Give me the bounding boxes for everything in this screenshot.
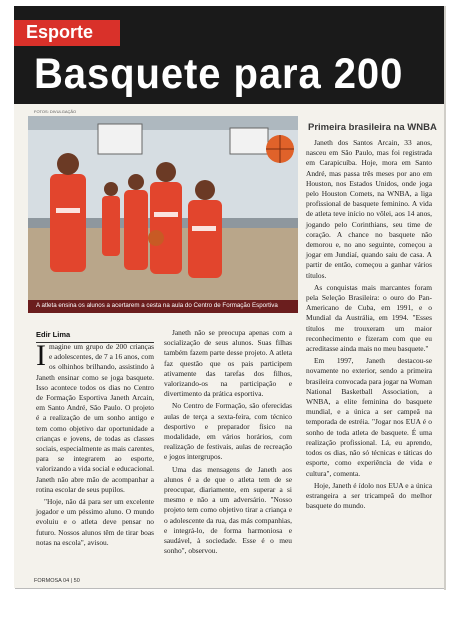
basketball-photo-illustration bbox=[28, 116, 298, 300]
magazine-page bbox=[14, 6, 444, 588]
photo-caption: A atleta ensina os alunos a acertarem a cesta na aula do Centro de Formação Esportiva bbox=[36, 302, 278, 309]
article-column-2 bbox=[164, 328, 292, 558]
drop-cap: I bbox=[36, 339, 46, 372]
sidebar-paragraph: Em 1997, Janeth destacou-se novamente no exterior, sendo a primeira brasileira convocada para jogar na Woman National Basketball Association, a WNBA, a elite feminina do basquete mundial, e a única a ser campeã na temporada de estréia. "Jogar nos EUA é o sonho de toda atleta de basquete. É uma realização profissional. Lá, eu aprendo, todos os dias, não só técnicas e táticas do esporte, como experiência de vida e cultura", comenta. bbox=[306, 356, 432, 478]
paragraph-text: magine um grupo de 200 crianças e adolescentes, de 7 a 16 anos, com os olhinhos brilhando, assistindo à Janeth ensinar como se joga basquete. Isso acontece todos os dias no Centro de Formação Esportiva Janeth Arcain, em Santo André, São Paulo. O projeto é a realização de um sonho antigo e tem como objetivo dar oportunidade a crianças e jovens, de todas as classes sociais, especialmente as mais carentes, para se integrarem ao esporte, valorizando a vida social e educacional. Janeth não abre mão de acompanhar a rotina escolar de seus pupilos. bbox=[36, 342, 154, 494]
photo-credit: FOTOS: DIVULGAÇÃO bbox=[34, 109, 77, 114]
article-paragraph: No Centro de Formação, são oferecidas aulas de terça a sexta-feira, com técnico desportivo e preparador físico na modalidade, em vários horários, com realização de festivais, aulas de recreação e jogos intergrupos. bbox=[164, 401, 292, 462]
byline-author: Edir Lima bbox=[36, 330, 71, 339]
sidebar-paragraph: Janeth dos Santos Arcain, 33 anos, nasceu em São Paulo, mas foi registrada em Carapicuíba. Hoje, mora em Santo André, mas passa três meses por ano em Houston, nos Estados Unidos, onde joga pelo Houston Comets, na WNBA, a liga profissional de basquete feminino. A vida de atleta teve início no vôlei, aos 14 anos, jogando pelo Corinthians, seu time de coração. A chance no basquete não demorou e, no ano seguinte, começou a jogar em Jundiaí, quando saiu de casa. A partir de então, começou a ganhar vários títulos. bbox=[306, 138, 432, 280]
article-paragraph: Janeth não se preocupa apenas com a socialização de seus alunos. Suas filhas também fazem parte desse projeto. A atleta faz questão que os pais participem ativamente das tarefas dos filhos, valorizando-os na participação e divertimento da prática esportiva. bbox=[164, 328, 292, 399]
sidebar-paragraph: Hoje, Janeth é ídolo nos EUA e a única estrangeira a ser tricampeã do melhor basquete do mundo. bbox=[306, 480, 432, 511]
page-footer: FORMOSA 04 | 50 bbox=[34, 578, 80, 584]
page-edge bbox=[444, 6, 446, 590]
sidebar-column bbox=[306, 138, 432, 513]
section-tag bbox=[14, 20, 120, 46]
photo-caption-bar bbox=[28, 300, 298, 313]
article-column-1 bbox=[36, 339, 154, 550]
section-label: Esporte bbox=[26, 22, 94, 42]
article-paragraph: "Hoje, não dá para ser um excelente jogador e um péssimo aluno. O mundo evoluiu e o atleta deve pensar no futuro. Nossos alunos têm de tirar boas notas na escola", avisou. bbox=[36, 497, 154, 547]
article-paragraph bbox=[36, 339, 154, 495]
sidebar-paragraph: As conquistas mais marcantes foram pela Seleção Brasileira: o ouro do Pan-Americano de Cuba, em 1991, e o Mundial da Austrália, em 1994. "Esses títulos me trouxeram um maior reconhecimento e fizeram com que eu acreditasse ainda mais no meu basquete." bbox=[306, 282, 432, 354]
headline: Basquete para 200 bbox=[34, 50, 404, 98]
byline bbox=[36, 324, 154, 343]
article-photo bbox=[28, 116, 298, 300]
article-paragraph: Uma das mensagens de Janeth aos alunos é a de que o atleta tem de se preocupar, diariamente, em superar a si mesmo e não a um adversário. "Nosso projeto tem como objetivo tirar a criança e o adolescente da rua, das más companhias, e integrá-lo, de forma harmoniosa e saudável, à sociedade. Esse é o meu sonho", observou. bbox=[164, 464, 292, 556]
sidebar-heading: Primeira brasileira na WNBA bbox=[308, 122, 437, 133]
